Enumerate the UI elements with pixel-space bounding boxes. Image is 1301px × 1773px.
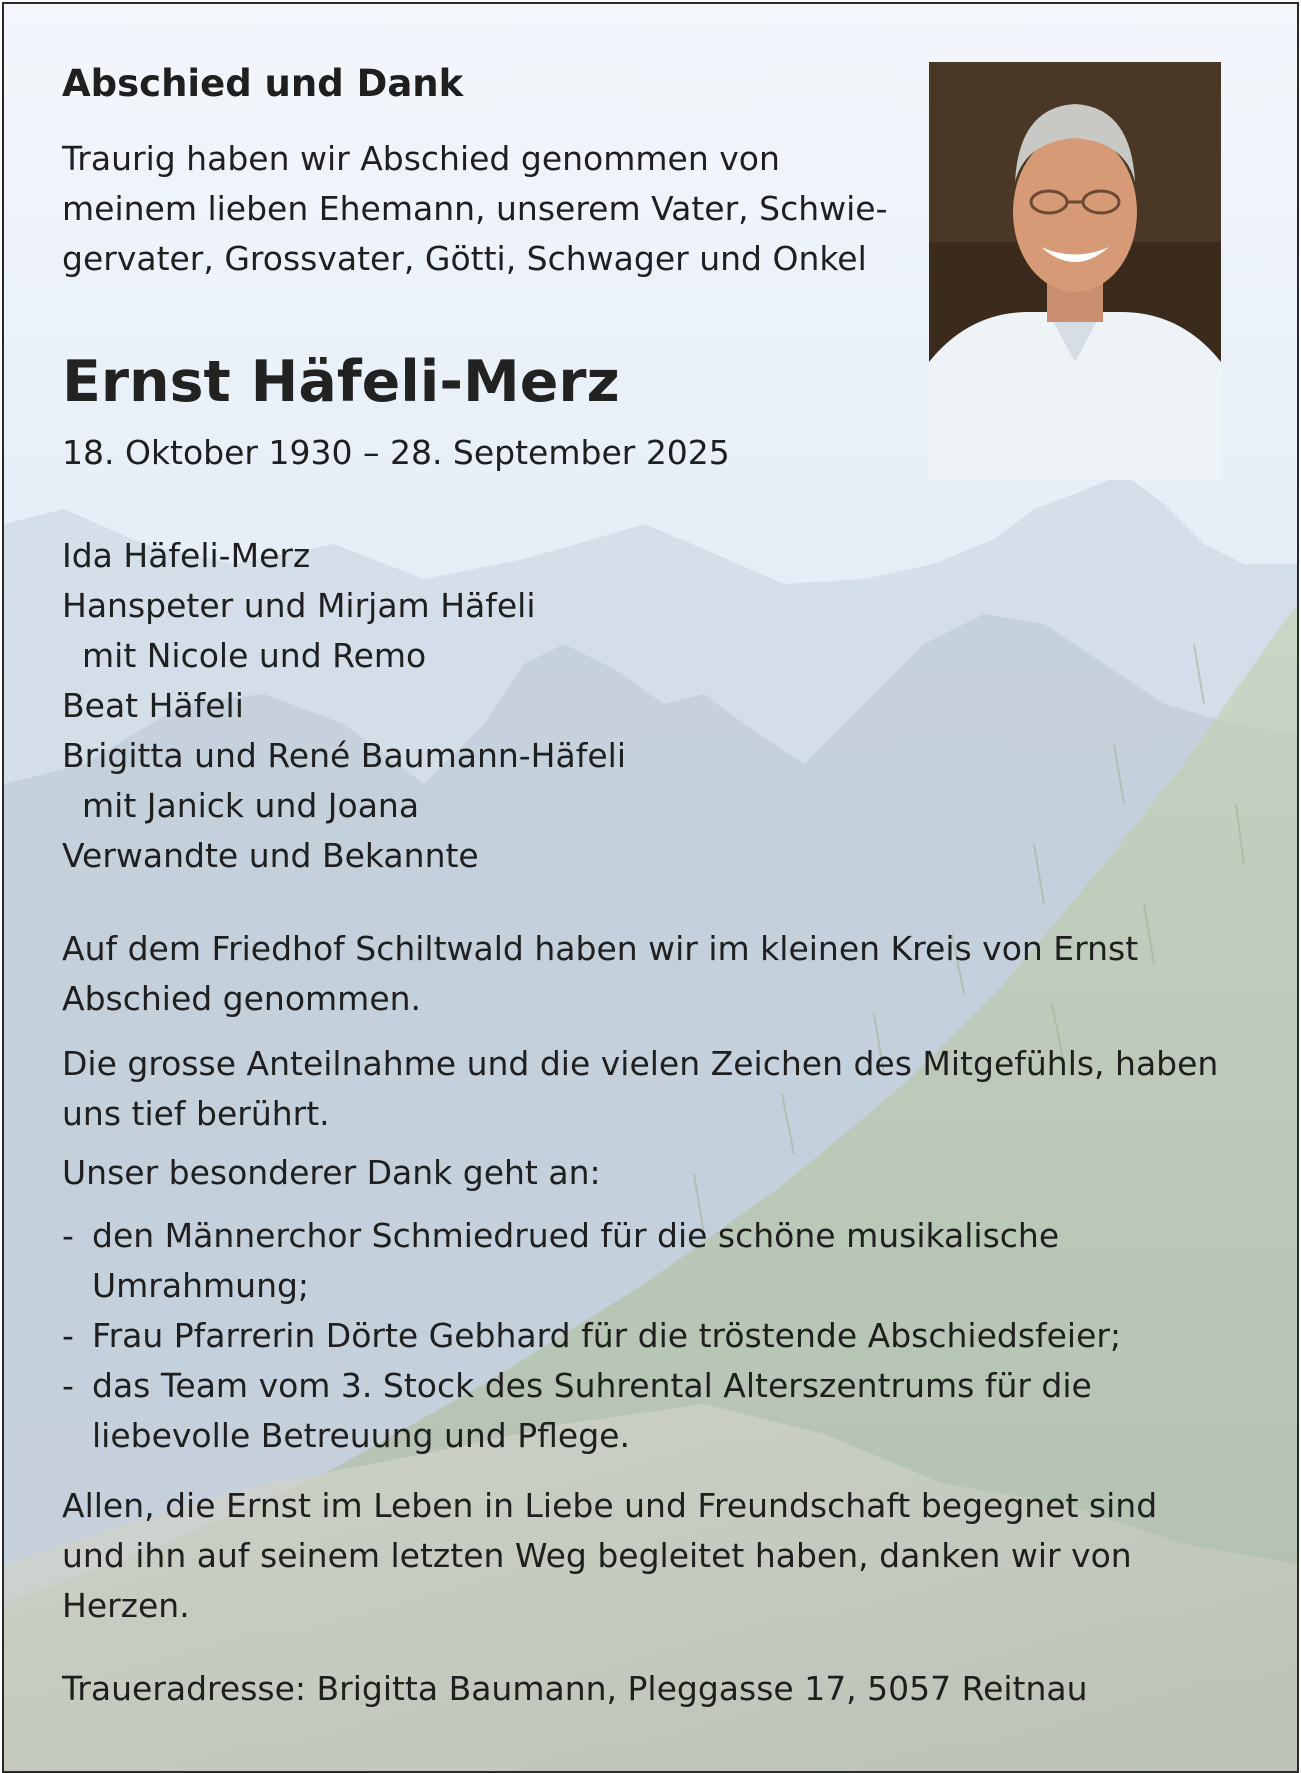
thanks-line: Frau Pfarrerin Dörte Gebhard für die tröstende Abschiedsfeier; [92, 1316, 1122, 1355]
family-member: mit Janick und Joana [82, 786, 420, 825]
family-member: Beat Häfeli [62, 686, 244, 725]
family-member: mit Nicole und Remo [82, 636, 427, 675]
family-member: Brigitta und René Baumann-Häfeli [62, 736, 626, 775]
mourning-address: Traueradresse: Brigitta Baumann, Pleggasse 17, 5057 Reitnau [62, 1669, 1088, 1708]
paragraph-farewell [62, 924, 1138, 1024]
bullet-dash: - [62, 1316, 74, 1355]
family-list [62, 531, 626, 881]
heading-farewell: Abschied und Dank [62, 62, 464, 105]
thanks-line: den Männerchor Schmiedrued für die schöne musikalische [92, 1216, 1060, 1255]
bullet-dash: - [62, 1216, 74, 1255]
thanks-list [62, 1211, 1121, 1461]
deceased-name: Ernst Häfeli-Merz [62, 349, 620, 415]
paragraph-gratitude [62, 1481, 1157, 1631]
paragraph-sympathy [62, 1039, 1218, 1139]
family-member: Ida Häfeli-Merz [62, 536, 311, 575]
obituary-card [2, 2, 1299, 1773]
life-dates: 18. Oktober 1930 – 28. September 2025 [62, 433, 730, 472]
paragraph-line: Allen, die Ernst im Leben in Liebe und Freundschaft begegnet sind [62, 1486, 1158, 1525]
family-member: Verwandte und Bekannte [62, 836, 479, 875]
bullet-dash: - [62, 1366, 74, 1405]
paragraph-line: Die grosse Anteilnahme und die vielen Zeichen des Mitgefühls, haben [62, 1044, 1219, 1083]
paragraph-line: uns tief berührt. [62, 1094, 330, 1133]
intro-line: gervater, Grossvater, Götti, Schwager und Onkel [62, 239, 867, 278]
thanks-item [62, 1211, 1121, 1311]
thanks-line: das Team vom 3. Stock des Suhrental Alterszentrums für die [92, 1366, 1092, 1405]
thanks-item [62, 1311, 1121, 1361]
intro-text [62, 134, 888, 284]
thanks-intro: Unser besonderer Dank geht an: [62, 1153, 601, 1192]
paragraph-line: Herzen. [62, 1586, 190, 1625]
thanks-line: Umrahmung; [92, 1266, 310, 1305]
thanks-line: liebevolle Betreuung und Pflege. [92, 1416, 630, 1455]
paragraph-line: Abschied genommen. [62, 979, 422, 1018]
paragraph-line: Auf dem Friedhof Schiltwald haben wir im kleinen Kreis von Ernst [62, 929, 1139, 968]
intro-line: Traurig haben wir Abschied genommen von [62, 139, 780, 178]
thanks-item [62, 1361, 1121, 1461]
intro-line: meinem lieben Ehemann, unserem Vater, Schwie- [62, 189, 888, 228]
family-member: Hanspeter und Mirjam Häfeli [62, 586, 536, 625]
portrait-photo [929, 62, 1221, 480]
paragraph-line: und ihn auf seinem letzten Weg begleitet haben, danken wir von [62, 1536, 1132, 1575]
